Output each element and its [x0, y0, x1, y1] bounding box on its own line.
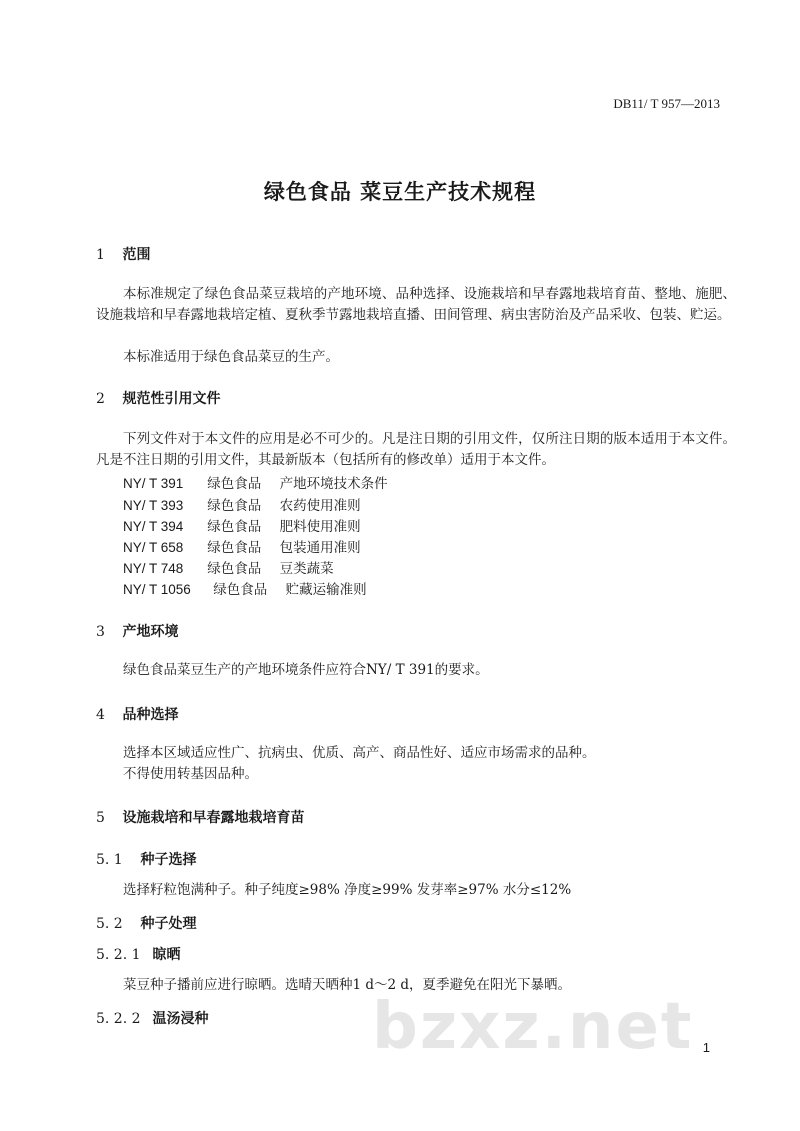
section-5-2-1-heading — [96, 944, 180, 964]
reference-category: 绿色食品 — [207, 519, 262, 535]
section-2-paragraph-1: 下列文件对于本文件的应用是必不可少的。凡是注日期的引用文件，仅所注日期的版本适用于本文件。凡是不注日期的引用文件，其最新版本（包括所有的修改单）适用于本文件。 — [96, 431, 736, 468]
section-number: 2 — [96, 391, 105, 407]
reference-code: NY/ T 393 — [123, 498, 184, 513]
section-title: 设施栽培和早春露地栽培育苗 — [122, 810, 305, 826]
section-title: 种子选择 — [140, 852, 197, 868]
section-5-1-paragraph-1: 选择籽粒饱满种子。种子纯度≥98% 净度≥99% 发芽率≥97% 水分≤12% — [123, 882, 572, 898]
section-number: 5. 2. 1 — [96, 947, 141, 963]
reference-code: NY/ T 658 — [123, 540, 184, 555]
section-5-2-1-paragraph-1: 菜豆种子播前应进行晾晒。选晴天晒种1 d～2 d，夏季避免在阳光下暴晒。 — [123, 977, 572, 993]
reference-category: 绿色食品 — [207, 498, 262, 514]
reference-row — [123, 578, 367, 598]
reference-row — [123, 515, 361, 535]
section-number: 5. 2 — [96, 916, 123, 932]
section-title: 温汤浸种 — [152, 1011, 209, 1027]
reference-row — [123, 494, 361, 514]
section-title: 产地环境 — [122, 624, 179, 640]
page-number: 1 — [702, 1040, 710, 1055]
section-number: 1 — [96, 247, 105, 263]
reference-code: NY/ T 394 — [123, 519, 184, 534]
document-title: 绿色食品 菜豆生产技术规程 — [263, 180, 537, 204]
reference-title: 肥料使用准则 — [279, 519, 361, 535]
watermark: bzxz.net — [372, 990, 694, 1064]
section-5-2-2-heading — [96, 1008, 208, 1028]
reference-title: 农药使用准则 — [279, 498, 361, 514]
reference-category: 绿色食品 — [207, 561, 262, 577]
reference-title: 豆类蔬菜 — [279, 561, 334, 577]
section-5-2-heading — [96, 913, 196, 933]
section-4-heading — [96, 704, 178, 724]
standard-number: DB11/ T 957—2013 — [613, 96, 720, 111]
section-number: 4 — [96, 707, 105, 723]
section-title: 范围 — [122, 247, 151, 263]
section-2-heading — [96, 388, 220, 408]
section-5-heading — [96, 807, 304, 827]
section-number: 5. 1 — [96, 852, 123, 868]
section-1-paragraph-2: 本标准适用于绿色食品菜豆的生产。 — [123, 349, 339, 365]
section-number: 5. 2. 2 — [96, 1011, 141, 1027]
section-title: 晾晒 — [152, 947, 181, 963]
section-4-paragraph-1: 选择本区域适应性广、抗病虫、优质、高产、商品性好、适应市场需求的品种。 — [123, 745, 596, 761]
reference-title: 产地环境技术条件 — [279, 476, 388, 492]
reference-row — [123, 536, 361, 556]
section-number: 5 — [96, 810, 105, 826]
section-1-paragraph-1: 本标准规定了绿色食品菜豆栽培的产地环境、品种选择、设施栽培和早春露地栽培育苗、整地、施肥、设施栽培和早春露地栽培定植、夏秋季节露地栽培直播、田间管理、病虫害防治及产品采收、包装、贮运。 — [96, 286, 736, 323]
section-4-paragraph-2: 不得使用转基因品种。 — [123, 766, 258, 782]
section-1-heading — [96, 244, 150, 264]
reference-row — [123, 557, 334, 577]
section-5-1-heading — [96, 849, 196, 869]
reference-category: 绿色食品 — [207, 476, 262, 492]
section-title: 种子处理 — [140, 916, 197, 932]
section-3-heading — [96, 621, 178, 641]
reference-code: NY/ T 391 — [123, 476, 184, 491]
reference-code: NY/ T 1056 — [123, 582, 191, 597]
section-3-paragraph-1: 绿色食品菜豆生产的产地环境条件应符合NY/ T 391的要求。 — [123, 662, 489, 678]
section-title: 规范性引用文件 — [122, 391, 221, 407]
section-title: 品种选择 — [122, 707, 179, 723]
reference-title: 贮藏运输准则 — [285, 582, 367, 598]
section-number: 3 — [96, 624, 105, 640]
reference-code: NY/ T 748 — [123, 561, 184, 576]
reference-title: 包装通用准则 — [279, 540, 361, 556]
reference-category: 绿色食品 — [207, 540, 262, 556]
reference-category: 绿色食品 — [213, 582, 268, 598]
reference-row — [123, 472, 388, 492]
